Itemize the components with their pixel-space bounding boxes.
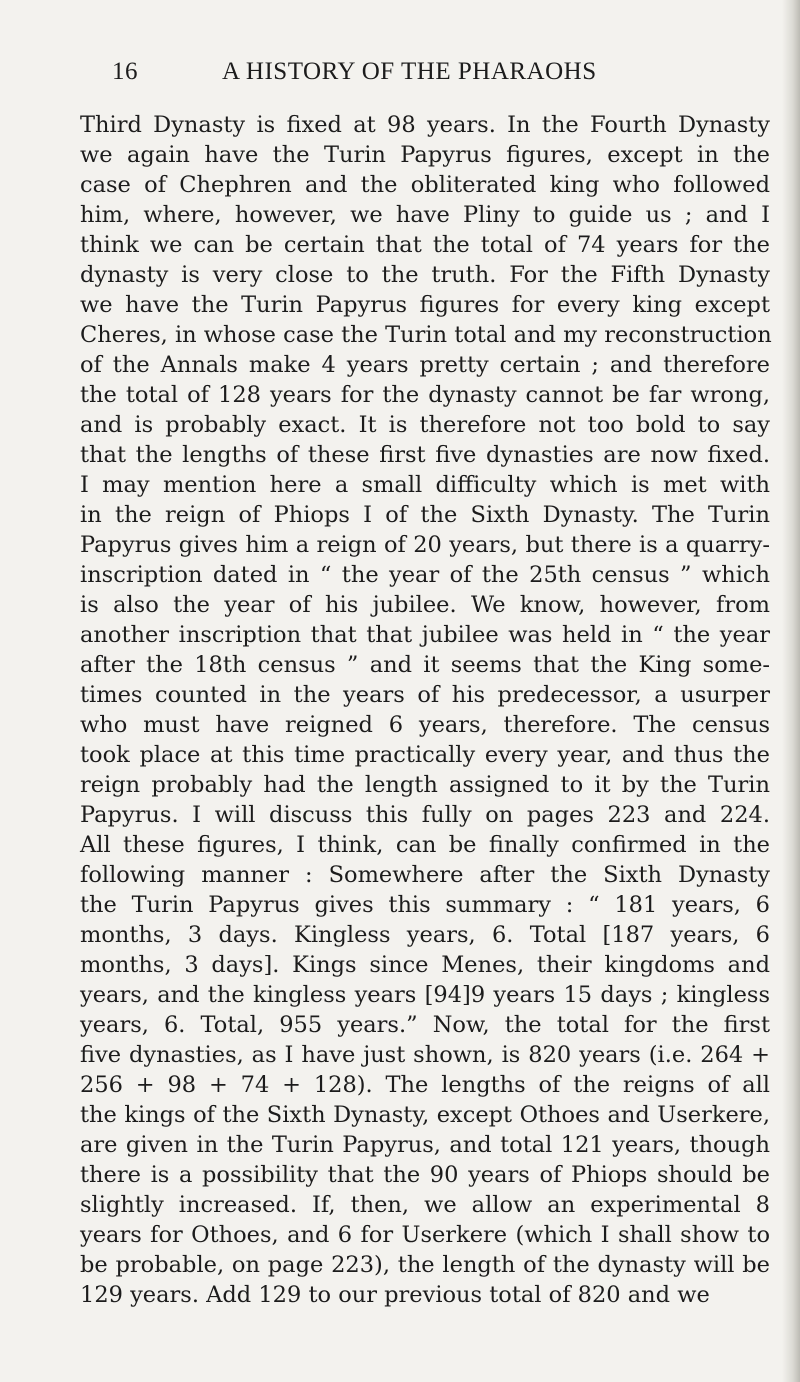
text-line: reign probably had the length assigned to it by the Turin	[80, 772, 770, 798]
page-number: 16	[112, 58, 138, 85]
text-line: case of Chephren and the obliterated king who followed	[80, 172, 770, 198]
text-line: and is probably exact. It is therefore not too bold to say	[80, 412, 770, 438]
text-line: months, 3 days. Kingless years, 6. Total [187 years, 6	[80, 922, 770, 948]
text-line: after the 18th census ” and it seems that the King some-	[80, 652, 770, 678]
text-line: we have the Turin Papyrus figures for every king except	[80, 292, 770, 318]
text-line: him, where, however, we have Pliny to guide us ; and I	[80, 202, 770, 228]
text-line: inscription dated in “ the year of the 25th census ” which	[80, 562, 770, 588]
text-line: following manner : Somewhere after the Sixth Dynasty	[80, 862, 770, 888]
running-head	[112, 58, 752, 90]
text-line: dynasty is very close to the truth. For the Fifth Dynasty	[80, 262, 770, 288]
text-line: think we can be certain that the total of 74 years for the	[80, 232, 770, 258]
text-line: months, 3 days]. Kings since Menes, their kingdoms and	[80, 952, 770, 978]
text-line: 129 years. Add 129 to our previous total of 820 and we	[80, 1282, 710, 1308]
text-line: are given in the Turin Papyrus, and total 121 years, though	[80, 1132, 770, 1158]
text-line: five dynasties, as I have just shown, is 820 years (i.e. 264 +	[80, 1042, 770, 1068]
text-line: 256 + 98 + 74 + 128). The lengths of the reigns of all	[80, 1072, 770, 1098]
text-line: years, 6. Total, 955 years.” Now, the total for the first	[80, 1012, 770, 1038]
text-line: we again have the Turin Papyrus figures, except in the	[80, 142, 770, 168]
text-line: there is a possibility that the 90 years of Phiops should be	[80, 1162, 770, 1188]
text-line: the kings of the Sixth Dynasty, except Othoes and Userkere,	[80, 1102, 770, 1128]
text-line: another inscription that that jubilee was held in “ the year	[80, 622, 770, 648]
text-line: I may mention here a small difficulty which is met with	[80, 472, 770, 498]
text-line: in the reign of Phiops I of the Sixth Dynasty. The Turin	[80, 502, 770, 528]
text-line: years, and the kingless years [94]9 years 15 days ; kingless	[80, 982, 770, 1008]
text-line: Papyrus gives him a reign of 20 years, but there is a quarry-	[80, 532, 770, 558]
text-line: slightly increased. If, then, we allow an experimental 8	[80, 1192, 770, 1218]
running-title: A HISTORY OF THE PHARAOHS	[222, 58, 597, 85]
body-text	[80, 110, 770, 1310]
text-line: times counted in the years of his predecessor, a usurper	[80, 682, 770, 708]
text-line: the total of 128 years for the dynasty cannot be far wrong,	[80, 382, 770, 408]
text-line: the Turin Papyrus gives this summary : “ 181 years, 6	[80, 892, 770, 918]
text-line: be probable, on page 223), the length of the dynasty will be	[80, 1252, 770, 1278]
text-line: that the lengths of these first five dynasties are now fixed.	[80, 442, 770, 468]
text-line: who must have reigned 6 years, therefore. The census	[80, 712, 770, 738]
text-line: Papyrus. I will discuss this fully on pages 223 and 224.	[80, 802, 770, 828]
page-edge-shadow	[782, 0, 800, 1382]
text-line: years for Othoes, and 6 for Userkere (which I shall show to	[80, 1222, 770, 1248]
text-line: took place at this time practically every year, and thus the	[80, 742, 770, 768]
text-line: is also the year of his jubilee. We know, however, from	[80, 592, 770, 618]
text-line: Third Dynasty is fixed at 98 years. In the Fourth Dynasty	[80, 112, 770, 138]
text-line: of the Annals make 4 years pretty certain ; and therefore	[80, 352, 770, 378]
text-line: Cheres, in whose case the Turin total and my reconstruction	[80, 322, 772, 348]
text-line: All these figures, I think, can be finally confirmed in the	[80, 832, 770, 858]
